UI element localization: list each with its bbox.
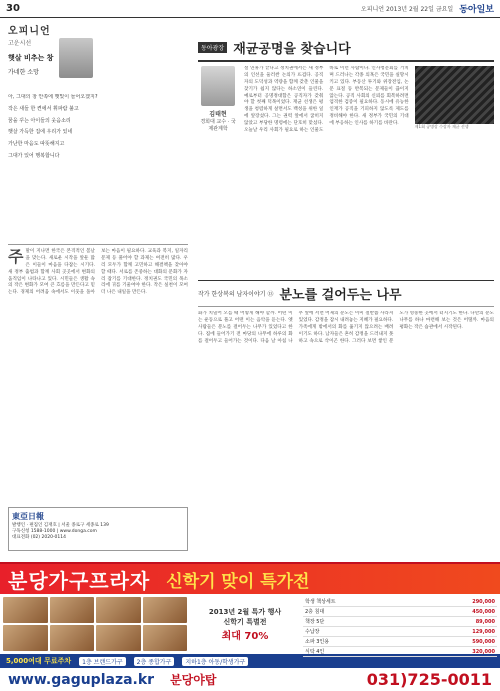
- column1-caption: 제1회 공명상 수상자 재균 선생: [414, 124, 469, 129]
- price-row: [303, 607, 497, 617]
- poet-photo: [59, 38, 93, 78]
- poem-line: 꿈을 꾸는 아이들의 웃음소리: [8, 117, 71, 124]
- column2-text: 화가 치밀어 오를 때 어떻게 해야 할까. 어떤 이는 운동으로 풀고 어떤 이는 음악을 듣는다. 옛사람들은 분노를 걸어두는 나무가 있었다고 한다. 집에 들어가기 전 마당의 나무에 하루의 화를 걸어두고 들어가는 것이다. 다음 날 아침 나무 앞에 서면 어제의 분노는 이미 절반쯤 사라져 있었다. 감정을 잠시 내려놓는 지혜가 필요하다. 가족에게 밖에서의 화를 옮기지 않으려는 배려이기도 하다. 남자들은 흔히 감정을 드러내지 못하고 속으로 삭이곤 한다. 그러다 보면 쌓인 분노가 엉뚱한 곳에서 터지기도 한다. 나만의 분노 나무를 하나 마련해 보는 것은 어떨까. 마음의 평화는 작은 습관에서 시작된다.: [198, 311, 494, 344]
- column1-photo: [415, 66, 494, 124]
- newspaper-imprint: [8, 507, 188, 551]
- column1-figure: [415, 66, 494, 130]
- ad-brand: 분당가구프라자: [8, 568, 151, 593]
- price-item: 소파 3인용: [303, 637, 412, 647]
- poem-line: 햇살 가득한 집에 우리가 있네: [8, 129, 73, 136]
- poem-header: [8, 38, 188, 94]
- ad-floor-chip: 2층 종합가구: [134, 657, 175, 666]
- ad-location: 분당야탑: [170, 673, 217, 687]
- product-photo: [3, 597, 48, 623]
- price-item: 수납장: [303, 627, 412, 637]
- ad-floor-chip: 지하1층 아동/학생가구: [182, 657, 248, 666]
- date-line: 오피니언 2013년 2월 22일 금요일: [360, 6, 454, 13]
- column1-header: [198, 38, 494, 62]
- writer-photo: [201, 66, 235, 106]
- dropcap: 주: [8, 247, 24, 266]
- newspaper-brand: 동아일보: [459, 5, 494, 15]
- advertisement: [0, 562, 500, 691]
- price-value: 590,000: [412, 637, 497, 647]
- poem-line: 가난한 마음도 따뜻해지고: [8, 141, 65, 147]
- ad-badge-top: 신학기 특별전: [223, 617, 267, 626]
- price-item: 2층 침대: [303, 607, 412, 617]
- ad-event-line: 2013년 2월 특가 행사: [208, 607, 282, 616]
- price-row: [303, 597, 497, 607]
- price-value: 89,000: [412, 617, 497, 627]
- imprint-line: 대표전화 (02) 2020-0114: [12, 535, 67, 540]
- product-photo: [143, 625, 188, 651]
- price-row: [303, 647, 497, 657]
- ad-middle: [0, 594, 500, 654]
- ad-footer: [0, 668, 500, 691]
- ad-price-table: [300, 594, 500, 654]
- poem-body: [8, 94, 188, 244]
- price-value: 129,000: [412, 627, 497, 637]
- ad-product-photos: [0, 594, 190, 654]
- poem-title: 햇살 비추는 창: [8, 54, 54, 62]
- imprint-logo: 東亞日報: [12, 511, 44, 521]
- poem-line: 그대가 있어 행복합니다: [8, 152, 60, 159]
- imprint-line: 발행인 · 편집인 김재호 | 서울 종로구 세종로 139: [12, 523, 109, 528]
- poem-line: 아, 그대의 창 안쪽에 햇빛이 들어오겠지?: [8, 94, 98, 100]
- page-number: 30: [6, 3, 20, 14]
- column2-tag: 작가 한상복의 남자이야기 ⑬: [198, 291, 274, 298]
- ad-slogan: 신학기 맞이 특가전: [166, 571, 310, 592]
- ad-banner: [0, 564, 500, 594]
- column1-article: 설 연휴가 끝나고 정치권에서는 새 정부의 인선을 둘러싼 논의가 뜨겁다. 공직자의 도덕성과 역량을 함께 갖춘 인물을 찾기가 쉽지 않다는 하소연이 들린다. 예로부터 공명정대함은 공직자가 갖춰야 할 첫째 덕목이었다. 재균 선생은 평생을 청렴하게 살면서도 백성을 위한 일에 앞장섰다. 그는 권력 앞에서 굽히지 않았고 부당한 명령에는 단호히 맞섰다. 오늘날 우리 사회가 필요로 하는 인물도 바로 이런 사람이다. 인사청문회를 거치며 드러나는 각종 의혹은 국민을 실망시키고 있다. 부동산 투기와 위장전입, 논문 표절 등 반복되는 문제들이 끊이지 않는다. 공직 사회의 신뢰를 회복하려면 엄격한 검증이 필요하다. 동시에 유능한 인재가 공직을 기피하지 않도록 제도를 정비해야 한다. 새 정부가 국민의 기대에 부응하는 인사를 하기를 바란다.: [244, 66, 409, 134]
- column1-text: [244, 66, 494, 266]
- ad-badge: [190, 594, 300, 654]
- writer-title: 경희대 교수 · 국제관계학: [200, 119, 236, 132]
- left-article-body: 말이 지나면 한국은 본격적인 봄날을 맞는다. 새로운 시작을 앞둔 많은 이들이 마음을 다잡는 시기다. 새 정부 출범과 함께 사회 곳곳에서 변화의 움직임이 나타나고 있다. 시민들은 생활 속의 작은 변화가 모여 큰 흐름을 만든다고 믿는다. 경제의 어려움 속에서도 이웃을 돌아보는 마음이 필요하다. 교육과 복지, 일자리 문제 등 풀어야 할 과제는 여전히 많다. 우리 모두가 함께 고민하고 해결책을 찾아야 할 때다. 서로를 존중하는 대화의 문화가 자리 잡기를 기대한다. 정치권도 국민의 목소리에 귀를 기울여야 한다. 작은 실천이 모여 더 나은 내일을 만든다.: [8, 249, 188, 296]
- column1-title: 재균공명을 찾습니다: [233, 42, 351, 57]
- ad-badge-main: 최대 70%: [221, 630, 269, 642]
- product-photo: [143, 597, 188, 623]
- product-photo: [96, 597, 141, 623]
- ad-parking: 5,000여대 무료주차: [6, 657, 72, 665]
- section-label: 오피니언: [8, 26, 51, 37]
- poem-titles: [8, 38, 53, 76]
- column1-writer: [198, 66, 238, 266]
- product-photo: [3, 625, 48, 651]
- right-column: [198, 38, 494, 493]
- price-item: 학생 책상세트: [303, 597, 412, 607]
- price-item: 책장 5단: [303, 617, 412, 627]
- masthead: [0, 0, 500, 18]
- column2-header: [198, 280, 494, 307]
- price-item: 식탁 4인: [303, 647, 412, 657]
- ad-floor-chip: 1층 브랜드가구: [79, 657, 126, 666]
- poem-line: 작은 새들 한 켠에서 휘파람 불고: [8, 105, 79, 112]
- column2-title: 분노를 걸어두는 나무: [279, 288, 402, 303]
- poem-author: 가네한 소망: [8, 69, 39, 76]
- price-value: 450,000: [412, 607, 497, 617]
- price-row: [303, 637, 497, 647]
- product-photo: [96, 625, 141, 651]
- product-photo: [50, 625, 95, 651]
- price-row: [303, 627, 497, 637]
- column1-tag: 동아광장: [198, 42, 227, 53]
- ad-url[interactable]: www.gaguplaza.kr: [8, 671, 155, 688]
- product-photo: [50, 597, 95, 623]
- price-value: 320,000: [412, 647, 497, 657]
- column1-body: [198, 66, 494, 266]
- poem-sub: 고운시선: [8, 40, 32, 47]
- ad-phone: 031)725-0011: [366, 670, 492, 689]
- imprint-line: 구독신청 1588-1000 | www.donga.com: [12, 529, 97, 534]
- price-row: [303, 617, 497, 627]
- writer-name: 김태현: [209, 111, 227, 118]
- price-value: 290,000: [412, 597, 497, 607]
- left-article: [8, 244, 188, 489]
